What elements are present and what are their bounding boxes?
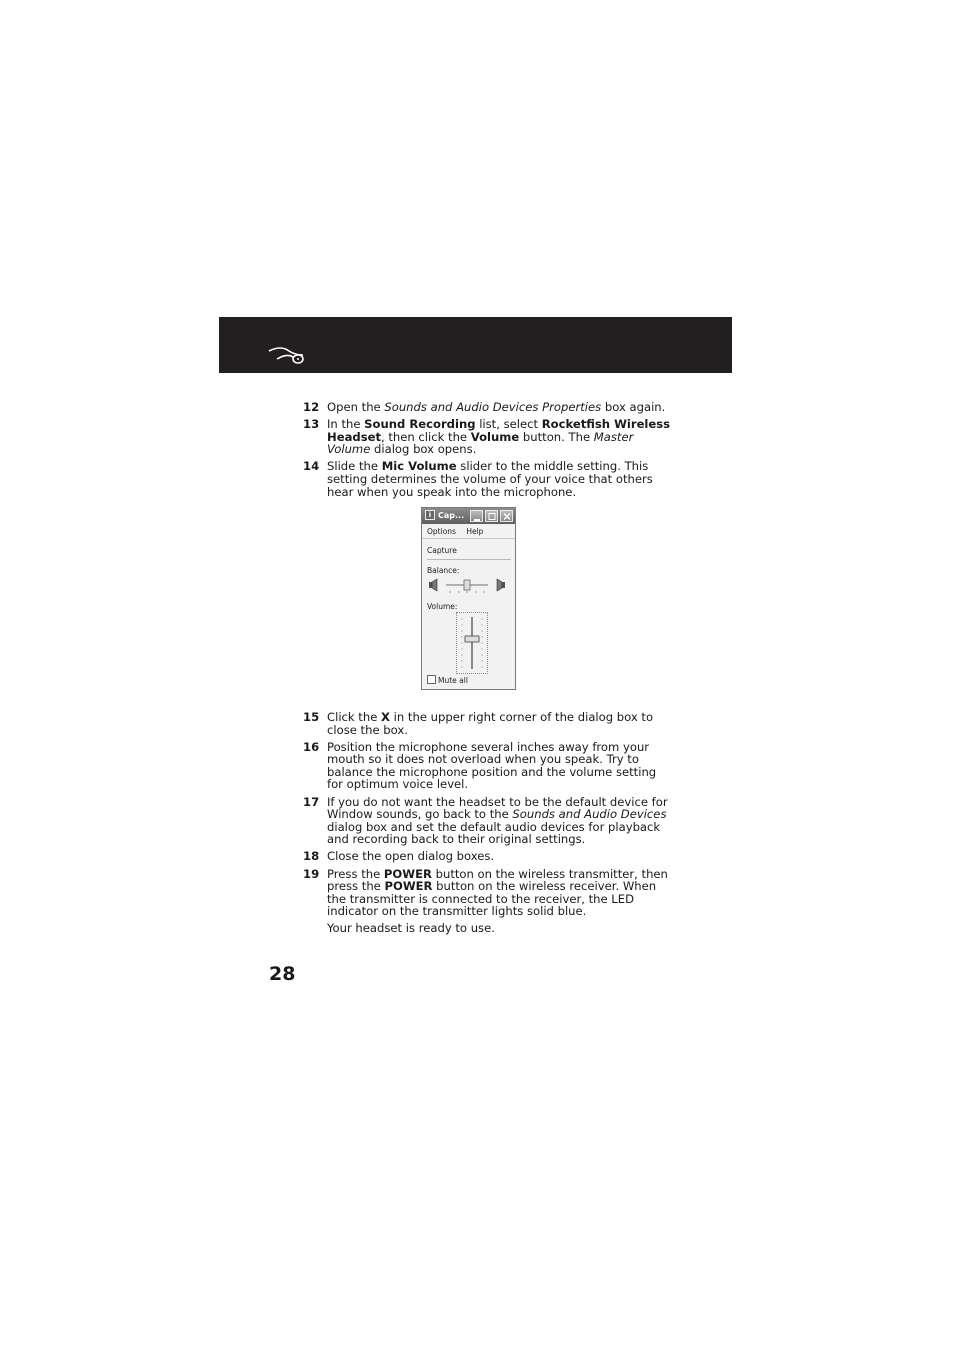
close-button[interactable] [500, 510, 513, 522]
headset-icon [267, 343, 307, 365]
step-item [303, 741, 675, 791]
step-text: Sound Recording [364, 417, 476, 432]
menu-options[interactable]: Options [427, 527, 456, 536]
master-volume-dialog [421, 507, 516, 690]
capture-divider [427, 559, 511, 560]
step-text: button on the wireless transmitter, then press the [327, 866, 668, 894]
step-text: box again. [601, 400, 666, 414]
instruction-steps-bottom [303, 711, 675, 935]
step-text: Press the [327, 866, 384, 881]
step-text: list, select [475, 417, 542, 432]
step-number: 17 [303, 794, 320, 809]
closing-text: Your headset is ready to use. [327, 921, 495, 936]
step-text: Master Volume [327, 429, 634, 457]
step-text: Sounds and Audio Devices Properties [384, 400, 602, 414]
step-item [303, 711, 675, 736]
step-item [303, 850, 675, 863]
page-number: 28 [269, 963, 296, 985]
menu-help[interactable]: Help [466, 527, 484, 536]
volume-slider-thumb[interactable] [465, 636, 479, 642]
step-item [303, 796, 675, 846]
step-text: slider to the middle setting. This setting determines the volume of your voice that others hear when you speak into the microphone. [327, 459, 653, 499]
menu-divider [422, 538, 515, 539]
volume-slider-art [457, 613, 487, 673]
app-icon: i [425, 510, 435, 520]
step-text: button on the wireless receiver. When the transmitter is connected to the receiver, the LED indicator on the transmitter lights solid blue. [327, 879, 657, 919]
mute-all-checkbox[interactable] [427, 675, 468, 685]
minimize-button[interactable] [470, 510, 483, 522]
step-text: Volume [470, 429, 520, 444]
balance-control [426, 577, 512, 597]
step-number: 14 [303, 459, 320, 474]
step-number: 18 [303, 849, 320, 864]
volume-slider[interactable] [456, 612, 488, 674]
dialog-titlebar[interactable] [422, 508, 515, 524]
step-text: If you do not want the headset to be the default device for Window sounds, go back to the [327, 794, 668, 822]
balance-label: Balance: [427, 566, 460, 575]
step-text: Click the [327, 710, 382, 724]
step-number: 15 [303, 710, 320, 724]
step-text: dialog box and set the default audio devices for playback and recording back to their original settings. [327, 819, 661, 847]
step-number: 19 [303, 866, 320, 881]
checkbox-icon[interactable] [427, 675, 436, 684]
speaker-left-icon [429, 579, 437, 591]
speaker-right-icon [497, 579, 505, 591]
step-text: Sounds and Audio Devices [512, 807, 667, 822]
step-text: Position the microphone several inches away from your mouth so it does not overload when you speak. Try to balance the microphone position and the volume setting for optimum voice level. [327, 739, 657, 792]
step-text: Slide the [327, 459, 382, 474]
step-item [303, 401, 675, 414]
balance-slider-art [426, 577, 512, 597]
step-text: , then click the [381, 429, 471, 444]
step-text: X [381, 710, 390, 724]
step-item [303, 460, 675, 498]
instruction-steps-top [303, 401, 675, 503]
step-text: in the upper right corner of the dialog box to close the box. [327, 710, 654, 737]
step-item [303, 868, 675, 918]
step-text: dialog box opens. [370, 442, 477, 457]
step-text: Mic Volume [381, 459, 457, 474]
header-bar [219, 317, 732, 373]
maximize-button[interactable] [485, 510, 498, 522]
maximize-icon [486, 511, 499, 523]
close-icon [501, 511, 514, 523]
step-number: 12 [303, 400, 320, 414]
step-text: Open the [327, 400, 385, 414]
minimize-icon [471, 511, 484, 523]
step-text: button. The [519, 429, 594, 444]
step-number: 16 [303, 739, 320, 754]
step-item [303, 418, 675, 456]
step-text: In the [327, 417, 365, 432]
balance-slider-thumb[interactable] [464, 580, 470, 590]
step-text: Close the open dialog boxes. [327, 849, 495, 864]
volume-label: Volume: [427, 602, 458, 611]
section-capture-label: Capture [427, 546, 457, 555]
dialog-menubar [427, 527, 491, 536]
dialog-title: Cap... [438, 511, 465, 520]
step-number: 13 [303, 417, 320, 432]
step-text: Rocketfish Wireless Headset [327, 417, 671, 444]
step-text: POWER [384, 879, 433, 894]
step-text: POWER [383, 866, 432, 881]
mute-all-label: Mute all [438, 676, 468, 685]
